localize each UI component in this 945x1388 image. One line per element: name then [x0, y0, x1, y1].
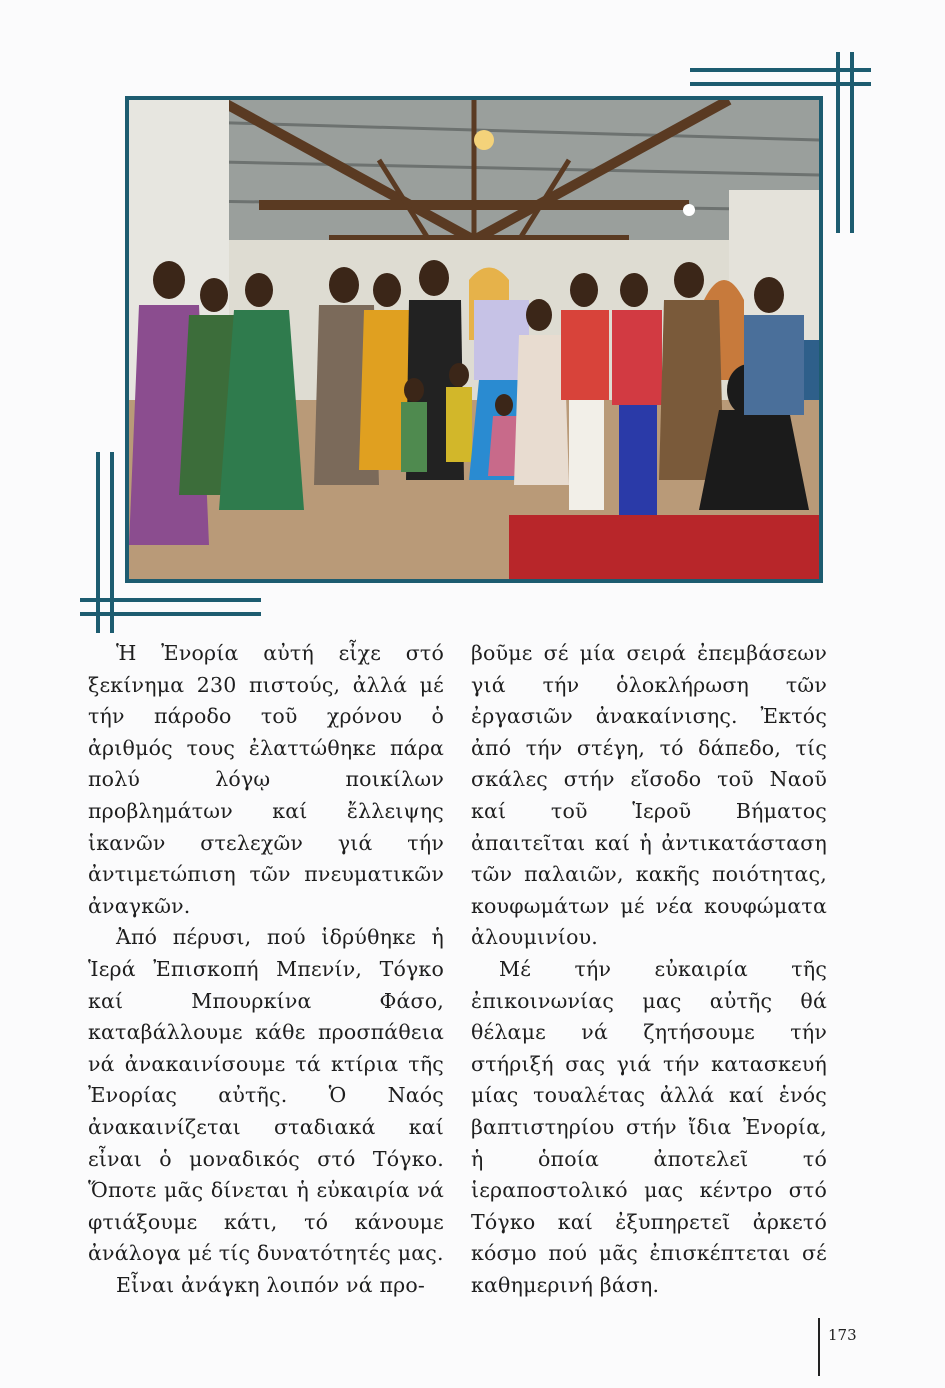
frame-line-top-1	[690, 68, 871, 72]
photo-illustration	[129, 100, 819, 579]
text-column-right	[471, 638, 827, 1301]
frame-line-right-1	[836, 52, 840, 233]
frame-line-bottom-1	[80, 598, 261, 602]
text-column-left	[88, 638, 444, 1301]
frame-line-bottom-2	[80, 612, 261, 616]
parish-group-photo	[125, 96, 823, 583]
frame-line-left-1	[96, 452, 100, 633]
paragraph: Ἀπό πέρυσι, πού ἱδρύθηκε ἡ Ἱερά Ἐπισκοπή Μπενίν, Τόγκο καί Μπουρκίνα Φάσο, καταβάλλουμε κάθε προσπάθεια νά ἀνακαινίσουμε τά κτίρια τῆς Ἐνορίας αὐτῆς. Ὁ Ναός ἀνακαινίζεται σταδιακά καί εἶναι ὁ μοναδικός στό Τόγκο. Ὅποτε μᾶς δίνεται ἡ εὐκαιρία νά φτιάξουμε κάτι, τό κάνουμε ἀνάλογα μέ τίς δυνατότητές μας.	[88, 925, 444, 1266]
page-number: 173	[828, 1326, 857, 1344]
paragraph: Ἡ Ἐνορία αὐτή εἶχε στό ξεκίνημα 230 πιστούς, ἀλλά μέ τήν πάροδο τοῦ χρόνου ὁ ἀριθμός τους ἐλαττώθηκε πάρα πολύ λόγῳ ποικίλων προβλημάτων καί ἔλλειψης ἱκανῶν στελεχῶν γιά τήν ἀντιμετώπιση τῶν πνευματικῶν ἀναγκῶν.	[88, 641, 444, 918]
frame-line-right-2	[850, 52, 854, 233]
paragraph: Μέ τήν εὐκαιρία τῆς ἐπικοινωνίας μας αὐτῆς θά θέλαμε νά ζητήσουμε τήν στήριξή σας γιά τήν κατασκευή μίας τουαλέτας ἀλλά καί ἑνός βαπτιστηρίου στήν ἴδια Ἐνορία, ἡ ὁποία ἀποτελεῖ τό ἱεραποστολικό μας κέντρο στό Τόγκο καί ἐξυπηρετεῖ ἀρκετό κόσμο πού μᾶς ἐπισκέπτεται σέ καθημερινή βάση.	[471, 956, 827, 1297]
frame-line-left-2	[110, 452, 114, 633]
paragraph: Εἶναι ἀνάγκη λοιπόν νά προ-	[116, 1272, 426, 1297]
page-number-rule	[818, 1318, 820, 1376]
frame-line-top-2	[690, 82, 871, 86]
paragraph: βοῦμε σέ μία σειρά ἐπεμβάσεων γιά τήν ὁλοκλήρωση τῶν ἐργασιῶν ἀνακαίνισης. Ἐκτός ἀπό τήν στέγη, τό δάπεδο, τίς σκάλες στήν εἴσοδο τοῦ Ναοῦ καί τοῦ Ἱεροῦ Βήματος ἀπαιτεῖται καί ἡ ἀντικατάσταση τῶν παλαιῶν, κακῆς ποιότητας, κουφωμάτων μέ νέα κουφώματα ἀλουμινίου.	[471, 641, 827, 950]
